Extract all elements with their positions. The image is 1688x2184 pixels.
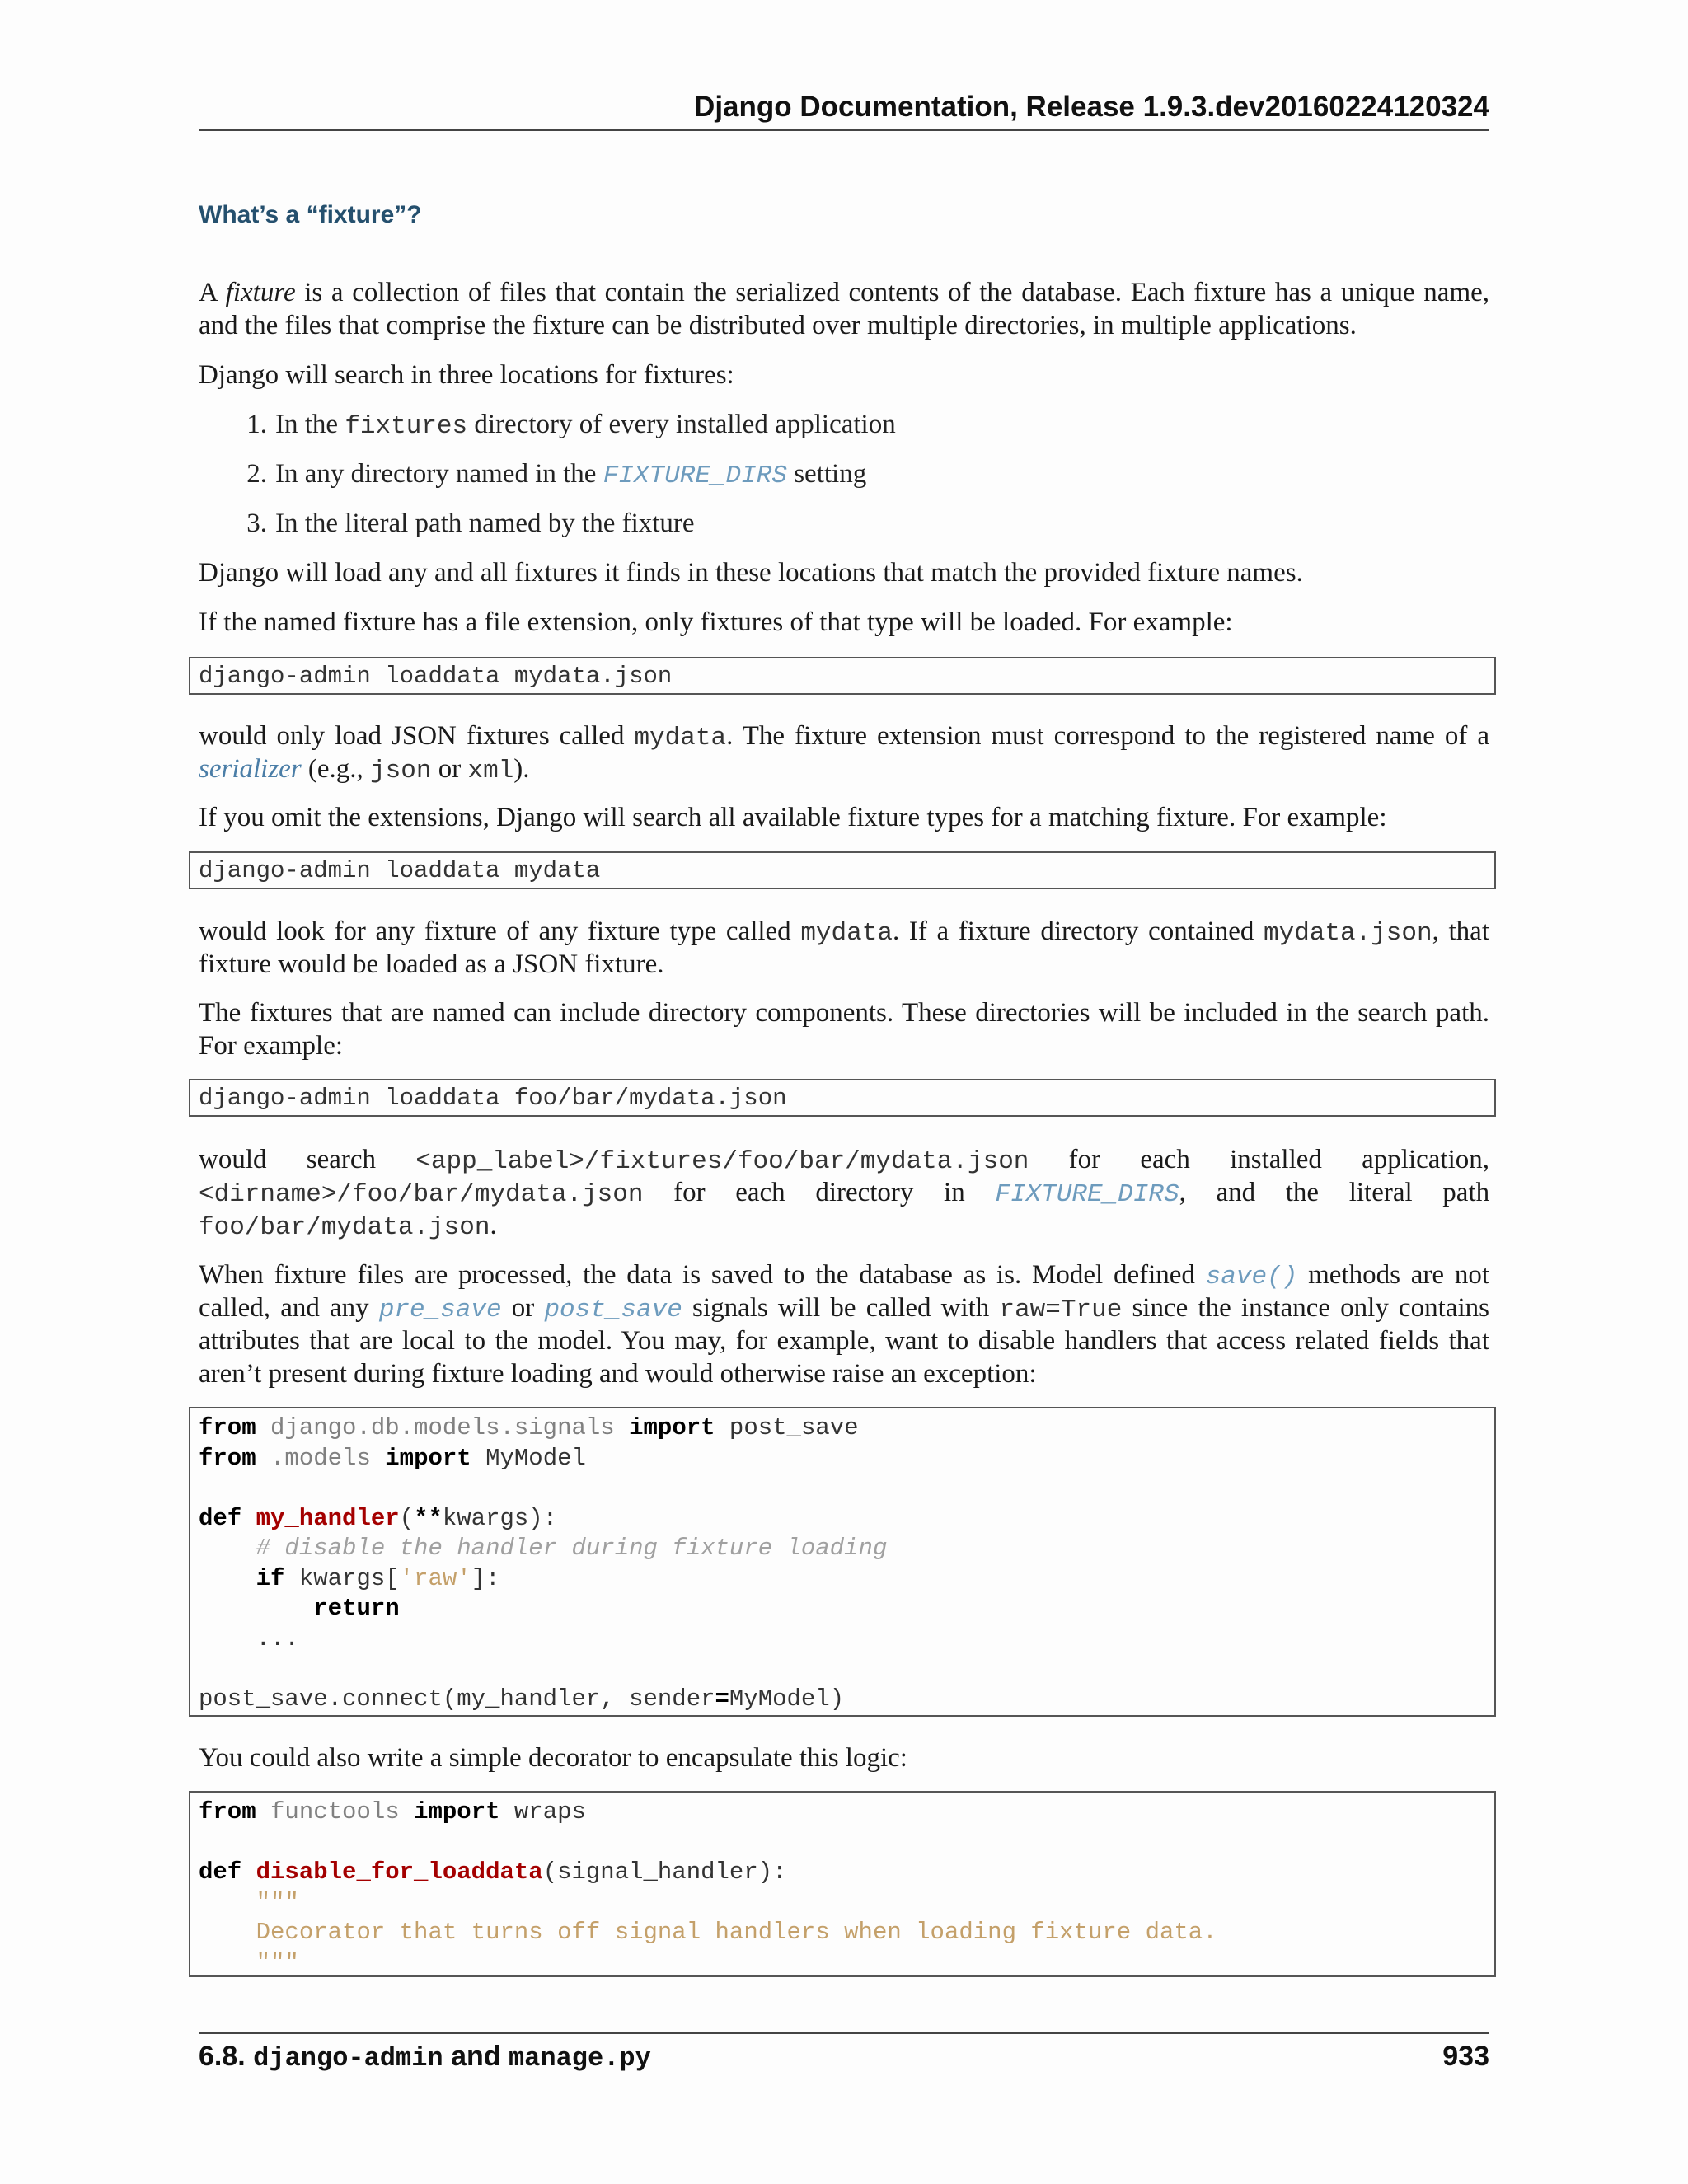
code-token xyxy=(256,1798,270,1825)
code-token: """ xyxy=(256,1888,299,1916)
serializer-link[interactable]: serializer xyxy=(199,754,302,784)
text: . The fixture extension must correspond to the registered name of a xyxy=(726,721,1489,751)
code-token: MyModel xyxy=(471,1444,586,1472)
code-token xyxy=(371,1445,385,1472)
text: each xyxy=(1140,1145,1190,1174)
code-token: ** xyxy=(414,1504,443,1532)
post-save-link[interactable] xyxy=(544,1293,682,1323)
text: search xyxy=(306,1145,377,1174)
list-item xyxy=(199,408,896,443)
section-title: What’s a “fixture”? xyxy=(199,201,422,228)
code-line: django-admin loaddata mydata.json xyxy=(199,663,673,690)
paragraph: Django will load any and all fixtures it finds in these locations that match the provided fixture names. xyxy=(199,558,1303,588)
section-number: 6.8. xyxy=(199,2041,246,2072)
header-rule xyxy=(199,129,1489,131)
text: ). xyxy=(513,754,530,784)
text: In any directory named in the xyxy=(275,459,603,489)
list-item xyxy=(199,457,866,493)
code-token xyxy=(199,1535,256,1562)
code-token: MyModel) xyxy=(729,1685,845,1713)
paragraph-line xyxy=(199,1176,1489,1212)
code-token: = xyxy=(715,1685,729,1713)
code-block-signal-handler xyxy=(189,1407,1496,1717)
code-token: wraps xyxy=(499,1798,586,1825)
inline-code: <dirname>/foo/bar/mydata.json xyxy=(199,1180,644,1209)
code-line xyxy=(199,1918,1486,1948)
text: would look for any fixture of any fixture type called xyxy=(199,916,801,946)
code-token: post_save.connect(my_handler, sender xyxy=(199,1685,715,1713)
code-token xyxy=(199,1919,256,1946)
text: would only load JSON fixtures called xyxy=(199,721,635,751)
text: for xyxy=(673,1178,706,1207)
inline-code: raw=True xyxy=(999,1296,1123,1324)
inline-code: fixtures xyxy=(345,412,468,441)
search-locations-intro: Django will search in three locations for fixtures: xyxy=(199,360,734,390)
text: directory of every installed application xyxy=(467,410,896,439)
paragraph: You could also write a simple decorator to encapsulate this logic: xyxy=(199,1743,907,1773)
inline-code: mydata xyxy=(800,919,893,948)
running-header: Django Documentation, Release 1.9.3.dev20160224120324 xyxy=(694,91,1489,123)
text: or xyxy=(501,1293,545,1323)
code-block-loaddata xyxy=(189,851,1496,889)
paragraph-line xyxy=(199,1291,1489,1327)
code-token: # disable the handler during fixture loading xyxy=(256,1535,888,1562)
inline-code: FIXTURE_DIRS xyxy=(603,462,787,490)
text: is a collection of files that contain the serialized contents of the database. Each fixture has a unique name, xyxy=(295,278,1490,307)
paragraph: If the named fixture has a file extension, only fixtures of that type will be loaded. For example: xyxy=(199,607,1233,637)
fixture-dirs-link[interactable] xyxy=(995,1178,1179,1207)
code-block-loaddata-json xyxy=(189,657,1496,695)
footer-section-title xyxy=(199,2041,651,2074)
code-token: """ xyxy=(256,1948,299,1976)
text: the xyxy=(1285,1178,1320,1207)
code-token: django.db.models.signals xyxy=(270,1414,615,1441)
code-line xyxy=(199,1534,1486,1564)
text: A xyxy=(199,278,226,307)
code-line xyxy=(199,1685,1486,1715)
text: In the xyxy=(275,410,345,439)
list-item xyxy=(199,507,695,540)
text: . xyxy=(490,1211,497,1240)
code-token: Decorator that turns off signal handlers when loading fixture data. xyxy=(256,1919,1217,1946)
inline-code: pre_save xyxy=(378,1296,502,1324)
paragraph-line: The fixtures that are named can include directory components. These directories will be included in the search path. xyxy=(199,998,1489,1028)
code-token xyxy=(199,1595,313,1622)
code-line xyxy=(199,1474,1486,1504)
code-token: from xyxy=(199,1414,256,1441)
code-line xyxy=(199,1828,1486,1858)
code-token xyxy=(615,1414,629,1441)
text: path xyxy=(1442,1178,1490,1207)
code-token: from xyxy=(199,1798,256,1825)
code-block-decorator xyxy=(189,1791,1496,1977)
code-token: if xyxy=(256,1564,285,1592)
code-line xyxy=(199,1858,1486,1888)
code-token: (signal_handler): xyxy=(542,1858,787,1886)
code-token: return xyxy=(313,1595,400,1622)
inline-code: post_save xyxy=(544,1296,682,1324)
paragraph-line xyxy=(199,1143,1489,1179)
list-number: 2. xyxy=(246,459,267,489)
code-line xyxy=(199,1888,1486,1919)
code-token xyxy=(199,1949,256,1976)
code-line xyxy=(199,1504,1486,1535)
text: and xyxy=(451,2041,501,2072)
code-line xyxy=(199,1948,1486,1978)
save-method-link[interactable] xyxy=(1206,1260,1298,1290)
code-token: def xyxy=(199,1504,242,1532)
fixture-dirs-link[interactable] xyxy=(603,459,787,489)
footer-code: django-admin xyxy=(253,2043,443,2074)
inline-code: json xyxy=(370,757,432,785)
text: When fixture files are processed, the data is saved to the database as is. Model defined xyxy=(199,1260,1206,1290)
code-token xyxy=(241,1858,256,1886)
inline-code: mydata.json xyxy=(1263,919,1432,948)
text: setting xyxy=(786,459,867,489)
text: and xyxy=(1216,1178,1256,1207)
pre-save-link[interactable] xyxy=(379,1293,502,1323)
list-number: 3. xyxy=(246,509,267,538)
code-token: kwargs): xyxy=(442,1504,558,1532)
code-token: ... xyxy=(199,1624,299,1652)
code-line: django-admin loaddata mydata xyxy=(199,857,601,884)
intro-paragraph-line-2: and the files that comprise the fixture can be distributed over multiple directories, in multiple applications. xyxy=(199,311,1357,340)
text: would xyxy=(199,1145,267,1174)
text: installed xyxy=(1230,1145,1322,1174)
code-token xyxy=(199,1889,256,1916)
inline-code: FIXTURE_DIRS xyxy=(995,1180,1179,1209)
code-line: django-admin loaddata foo/bar/mydata.json xyxy=(199,1085,787,1112)
inline-code: mydata xyxy=(634,724,727,752)
paragraph-line xyxy=(199,1258,1489,1294)
code-line xyxy=(199,1797,1486,1828)
code-token xyxy=(256,1445,270,1472)
list-number: 1. xyxy=(246,410,267,439)
text: each xyxy=(735,1178,785,1207)
page-number: 933 xyxy=(1442,2041,1489,2072)
paragraph-line xyxy=(199,719,1489,755)
code-token: def xyxy=(199,1858,242,1886)
code-line xyxy=(199,1654,1486,1685)
code-token: import xyxy=(414,1798,500,1825)
code-line xyxy=(199,1444,1486,1474)
code-token xyxy=(400,1798,414,1825)
intro-paragraph-line-1 xyxy=(199,276,1489,309)
code-line xyxy=(199,1413,1486,1444)
code-token: from xyxy=(199,1444,256,1472)
paragraph: If you omit the extensions, Django will search all available fixture types for a matching fixture. For example: xyxy=(199,803,1387,832)
code-token: 'raw' xyxy=(399,1564,471,1592)
text: methods are not xyxy=(1297,1260,1489,1290)
code-token: import xyxy=(629,1414,715,1441)
text: directory xyxy=(815,1178,914,1207)
paragraph-line: attributes that are local to the model. You may, for example, want to disable handlers that access related fields that xyxy=(199,1326,1489,1356)
code-token: ]: xyxy=(471,1564,500,1592)
text: or xyxy=(431,754,468,784)
code-token: my_handler xyxy=(256,1504,400,1532)
code-token xyxy=(256,1414,270,1441)
code-line xyxy=(199,1564,1486,1595)
footer-code: manage.py xyxy=(508,2043,651,2074)
text: . If a fixture directory contained xyxy=(892,916,1264,946)
text: for xyxy=(1068,1145,1101,1174)
code-token: functools xyxy=(270,1798,400,1825)
inline-code: foo/bar/mydata.json xyxy=(199,1213,490,1242)
text: signals will be called with xyxy=(682,1293,1000,1323)
text: since the instance only contains xyxy=(1122,1293,1489,1323)
paragraph-line: fixture would be loaded as a JSON fixture. xyxy=(199,949,664,979)
code-block-loaddata-path xyxy=(189,1079,1496,1117)
paragraph-line xyxy=(199,752,1489,788)
text: (e.g., xyxy=(301,754,371,784)
text: application, xyxy=(1362,1145,1490,1174)
text: called, and any xyxy=(199,1293,379,1323)
footer-rule xyxy=(199,2032,1489,2034)
code-token xyxy=(199,1565,256,1592)
text: , that xyxy=(1432,916,1489,946)
paragraph-line xyxy=(199,915,1489,950)
text: literal xyxy=(1348,1178,1413,1207)
code-token: .models xyxy=(270,1444,371,1472)
code-token: ( xyxy=(399,1504,415,1532)
emphasis-fixture: fixture xyxy=(225,278,296,307)
text: in xyxy=(944,1178,965,1207)
inline-code: save() xyxy=(1205,1263,1298,1291)
text: , xyxy=(1179,1178,1186,1207)
code-token: post_save xyxy=(715,1414,859,1441)
inline-code: xml xyxy=(467,757,514,785)
code-token: kwargs[ xyxy=(284,1564,400,1592)
paragraph-line xyxy=(199,1209,1489,1244)
code-token: disable_for_loaddata xyxy=(256,1858,543,1886)
inline-code: <app_label>/fixtures/foo/bar/mydata.json xyxy=(415,1147,1029,1176)
paragraph-line: For example: xyxy=(199,1031,344,1061)
code-token xyxy=(241,1505,256,1532)
code-token: import xyxy=(385,1444,471,1472)
code-line xyxy=(199,1624,1486,1655)
text: In the literal path named by the fixture xyxy=(275,509,695,538)
paragraph-line: aren’t present during fixture loading and would otherwise raise an exception: xyxy=(199,1359,1037,1389)
code-line xyxy=(199,1594,1486,1624)
